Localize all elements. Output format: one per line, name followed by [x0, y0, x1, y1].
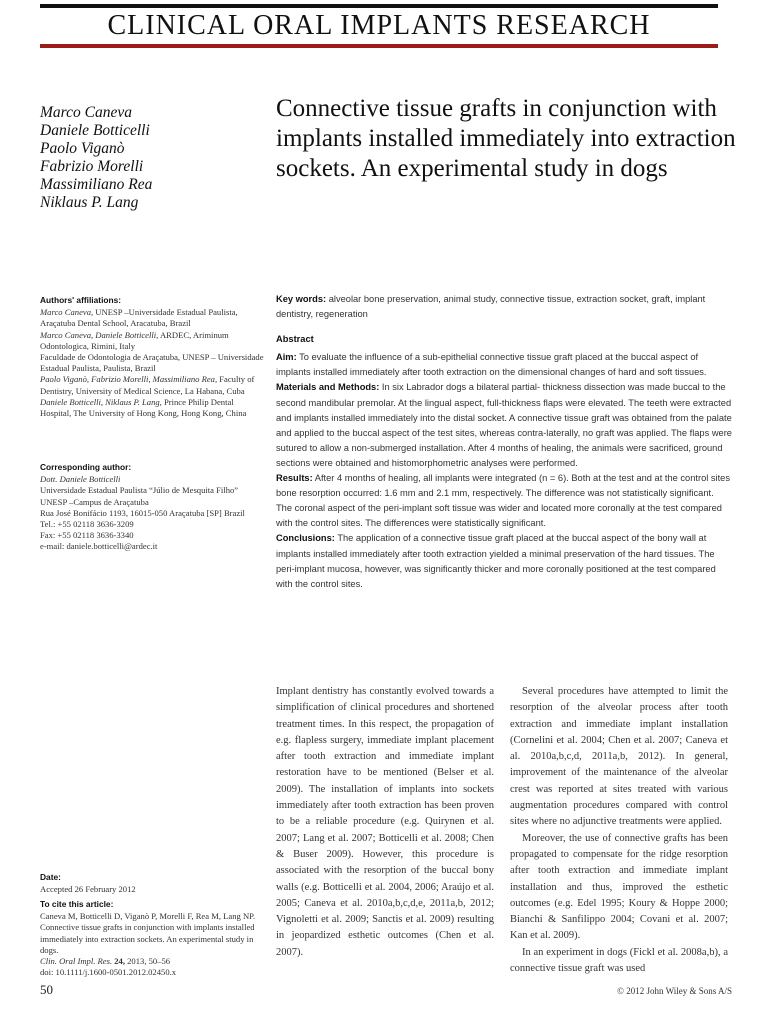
affiliation-line: Paolo Viganò, Fabrizio Morelli, Massimiliano Rea, Faculty of Dentistry, University of Medical Science, La Habana, Cuba	[40, 374, 255, 396]
cite-block	[40, 899, 265, 978]
author: Niklaus P. Lang	[40, 194, 139, 211]
cite-heading: To cite this article:	[40, 899, 114, 909]
abstract-methods: Materials and Methods: In six Labrador dogs a bilateral partial- thickness dissection was made buccal to the second mandibular premolar. At the lingual aspect, full-thickness flaps were elevated. The teeth were extracted and implants installed immediately into the distal socket. A connective tissue graft was obtained from the palate and applied to the buccal aspect of the test sites, whereas contra-laterally, no graft was applied. The flaps were sutured to allow a non-submerged installation. After 4 months of healing, the animals were sacrificed, ground sections were obtained and histomorphometric analyses were performed.	[276, 382, 732, 468]
correspondence-line: Fax: +55 02118 3636-3340	[40, 530, 134, 541]
author: Daniele Botticelli	[40, 122, 150, 139]
affiliation-line: Faculdade de Odontologia de Araçatuba, UNESP – Universidade Estadual Paulista, Paulista, Brazil	[40, 352, 264, 374]
body-paragraph: Moreover, the use of connective grafts has been propagated to compensate for the ridge resorption after tooth extraction and immediate implant installation and thus, improved the esthetic outcomes (e.g. Edel 1995; Koury & Hoppe 2000; Bianchi & Sanfilippo 2004; Covani et al. 2007; Kan et al. 2009).	[510, 832, 728, 942]
correspondence-line: Universidade Estadual Paulista “Júlio de Mesquita Filho”	[40, 485, 239, 496]
correspondence-line: UNESP –Campus de Araçatuba	[40, 496, 149, 507]
author: Massimiliano Rea	[40, 176, 153, 193]
affiliations-block	[40, 295, 265, 419]
author: Marco Caneva	[40, 104, 132, 121]
body-column-2	[510, 684, 728, 977]
date-heading: Date:	[40, 872, 61, 882]
date-text: Accepted 26 February 2012	[40, 884, 136, 895]
correspondence-block	[40, 462, 265, 553]
header-rule	[40, 44, 718, 48]
cite-journal: Clin. Oral Impl. Res. 24, 2013, 50–56	[40, 956, 171, 967]
keywords: Key words: alveolar bone preservation, animal study, connective tissue, extraction socket, graft, implant dentistry, regeneration	[276, 294, 706, 320]
affiliations-heading: Authors' affiliations:	[40, 295, 122, 305]
article-title: Connective tissue grafts in conjunction with implants installed immediately into extraction sockets. An experimental study in dogs	[276, 95, 736, 182]
cite-text: Caneva M, Botticelli D, Viganò P, Morelli F, Rea M, Lang NP. Connective tissue grafts in conjunction with implants installed immediately into extraction sockets. An experimental study in dogs.	[40, 911, 256, 955]
correspondence-line: Rua José Bonifácio 1193, 16015-050 Araçatuba [SP] Brazil	[40, 507, 245, 518]
body-column-1	[276, 684, 494, 961]
body-paragraph: Implant dentistry has constantly evolved towards a simplification of clinical procedures and shortened treatment times. In this respect, the propagation of e.g. flapless surgery, immediate implant placement after tooth extraction and immediate implant restoration have to be mentioned (Belser et al. 2009). The installation of implants into sockets immediately after tooth extraction has been proven to be a reliable procedure (e.g. Quirynen et al. 2007; Lang et al. 2007; Botticelli et al. 2008; Chen & Buser 2009). However, this procedure is associated with the resorption of the buccal bony walls (e.g. Botticelli et al. 2004, 2006; Araújo et al. 2005; Caneva et al. 2010a,b,c,d,e, 2011a,b, 2012; Vignoletti et al. 2009; Sanctis et al. 2009) resulting in jeopardized esthetic outcomes (Chen et al. 2007).	[276, 686, 494, 958]
correspondence-line: Tel.: +55 02118 3636-3209	[40, 519, 134, 530]
abstract-heading: Abstract	[276, 334, 314, 345]
abstract-conclusions: Conclusions: The application of a connective tissue graft placed at the buccal aspect of the bony wall at implants installed immediately after tooth extraction yielded a minimal preservation of the hard tissues. The peri-implant mucosa, however, was significantly thicker and more coronally positioned at the test compared with the control sites.	[276, 533, 716, 589]
body-paragraph: In an experiment in dogs (Fickl et al. 2008a,b), a connective tissue graft was used	[510, 946, 728, 975]
cite-doi: doi: 10.1111/j.1600-0501.2012.02450.x	[40, 967, 177, 978]
correspondence-line: e-mail: daniele.botticelli@ardec.it	[40, 541, 158, 552]
affiliation-line: Marco Caneva, UNESP –Universidade Estadual Paulista, Araçatuba Dental School, Aracatuba, Brazil	[40, 307, 238, 329]
page-number: 50	[40, 982, 53, 997]
author-list	[40, 104, 260, 212]
correspondence-name: Dott. Daniele Botticelli	[40, 474, 121, 485]
date-block	[40, 872, 265, 895]
affiliation-line: Daniele Botticelli, Niklaus P. Lang, Prince Philip Dental Hospital, The University of Hong Kong, Hong Kong, China	[40, 396, 247, 419]
abstract-block	[276, 292, 732, 592]
abstract-results: Results: After 4 months of healing, all implants were integrated (n = 6). Both at the test and at the control sites bone resorption occurred: 1.6 mm and 2.1 mm, respectively. The difference was not statistically significant. The coronal aspect of the peri-implant soft tissue was wider and located more coronally at the test compared with the control sites. The differences were statistically significant.	[276, 473, 730, 529]
affiliation-line: Marco Caneva, Daniele Botticelli, ARDEC, Ariminum Odontologica, Rimini, Italy	[40, 329, 229, 351]
correspondence-heading: Corresponding author:	[40, 462, 132, 472]
body-paragraph: Several procedures have attempted to limit the resorption of the alveolar process after tooth extraction and immediate implant installation (Cornelini et al. 2004; Chen et al. 2007; Caneva et al. 2010a,b,c,d, 2011a,b, 2012). In general, improvement of the maintenance of the alveolar crest was reported at sites treated with various augmentation procedures compared with control sites where no adjunctive treatments were applied.	[510, 686, 728, 828]
copyright: © 2012 John Wiley & Sons A/S	[617, 986, 732, 996]
author: Fabrizio Morelli	[40, 158, 144, 175]
journal-title: CLINICAL ORAL IMPLANTS RESEARCH	[107, 10, 651, 41]
abstract-aim: Aim: To evaluate the influence of a sub-epithelial connective tissue graft placed at the buccal aspect of implants installed immediately after tooth extraction on the dimensional changes of hard and soft tissues.	[276, 352, 707, 378]
author: Paolo Viganò	[40, 140, 125, 157]
top-rule	[40, 4, 718, 8]
